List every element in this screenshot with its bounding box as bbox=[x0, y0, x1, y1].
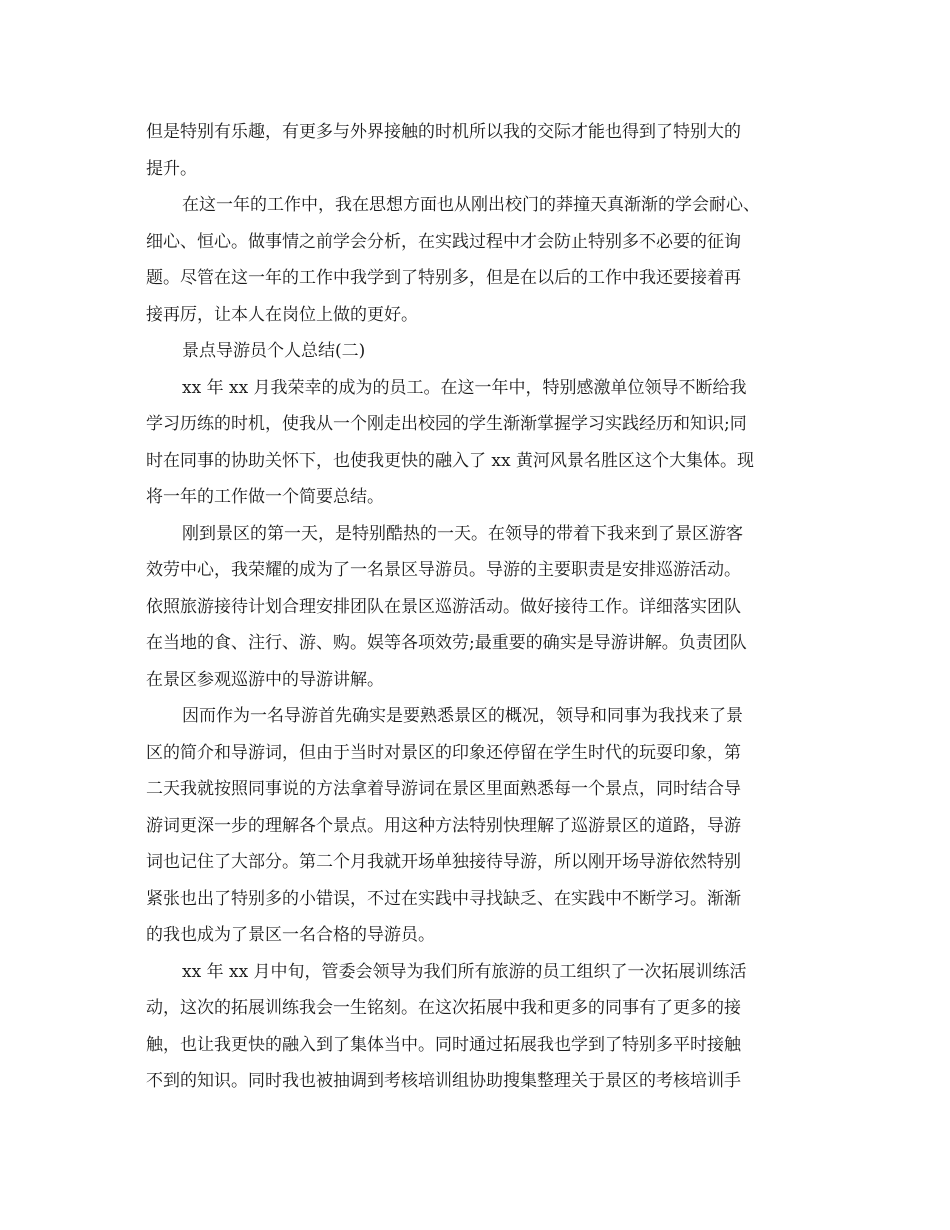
text-line: 二天我就按照同事说的方法拿着导游词在景区里面熟悉每一个景点，同时结合导 bbox=[146, 779, 741, 799]
text-line: 接再厉，让本人在岗位上做的更好。 bbox=[146, 304, 418, 325]
text-line: 依照旅游接待计划合理安排团队在景区巡游活动。做好接待工作。详细落实团队 bbox=[146, 596, 741, 617]
text-line: 题。尽管在这一年的工作中我学到了特别多，但是在以后的工作中我还要接着再 bbox=[146, 268, 741, 288]
text-line: 游词更深一步的理解各个景点。用这种方法特别快理解了巡游景区的道路，导游 bbox=[146, 815, 741, 836]
text-line: 细心、恒心。做事情之前学会分析，在实践过程中才会防止特别多不必要的征询 bbox=[146, 231, 741, 252]
section-heading: 景点导游员个人总结(二) bbox=[182, 341, 366, 361]
text-line: 在这一年的工作中，我在思想方面也从刚出校门的莽撞天真渐渐的学会耐心、 bbox=[182, 195, 760, 215]
text-line: 因而作为一名导游首先确实是要熟悉景区的概况，领导和同事为我找来了景 bbox=[182, 706, 743, 726]
text-line: 将一年的工作做一个简要总结。 bbox=[146, 487, 384, 507]
text-line: 词也记住了大部分。第二个月我就开场单独接待导游，所以刚开场导游依然特别 bbox=[146, 852, 741, 872]
text-line: 效劳中心，我荣耀的成为了一名景区导游员。导游的主要职责是安排巡游活动。 bbox=[146, 560, 741, 580]
text-line: 但是特别有乐趣，有更多与外界接触的时机所以我的交际才能也得到了特别大的 bbox=[146, 122, 741, 142]
text-line: 的我也成为了景区一名合格的导游员。 bbox=[146, 925, 435, 945]
text-line: 动，这次的拓展训练我会一生铭刻。在这次拓展中我和更多的同事有了更多的接 bbox=[146, 998, 741, 1018]
document-body bbox=[146, 114, 806, 1100]
text-line: xx 年 xx 月我荣幸的成为的员工。在这一年中，特别感激单位领导不断给我 bbox=[182, 377, 747, 398]
text-line: xx 年 xx 月中旬，管委会领导为我们所有旅游的员工组织了一次拓展训练活 bbox=[182, 961, 747, 982]
text-line: 在当地的食、注行、游、购。娱等各项效劳;最重要的确实是导游讲解。负责团队 bbox=[146, 633, 747, 653]
text-line: 提升。 bbox=[146, 158, 197, 179]
text-line: 在景区参观巡游中的导游讲解。 bbox=[146, 669, 384, 690]
text-line: 触，也让我更快的融入到了集体当中。同时通过拓展我也学到了特别多平时接触 bbox=[146, 1034, 741, 1055]
text-line: 紧张也出了特别多的小错误，不过在实践中寻找缺乏、在实践中不断学习。渐渐 bbox=[146, 888, 741, 909]
text-line: 不到的知识。同时我也被抽调到考核培训组协助搜集整理关于景区的考核培训手 bbox=[146, 1071, 741, 1091]
text-line: 时在同事的协助关怀下，也使我更快的融入了 xx 黄河风景名胜区这个大集体。现 bbox=[146, 450, 754, 471]
text-line: 区的简介和导游词，但由于当时对景区的印象还停留在学生时代的玩耍印象，第 bbox=[146, 742, 741, 763]
text-line: 刚到景区的第一天，是特别酷热的一天。在领导的带着下我来到了景区游客 bbox=[182, 523, 743, 544]
text-line: 学习历练的时机，使我从一个刚走出校园的学生渐渐掌握学习实践经历和知识;同 bbox=[146, 414, 747, 434]
